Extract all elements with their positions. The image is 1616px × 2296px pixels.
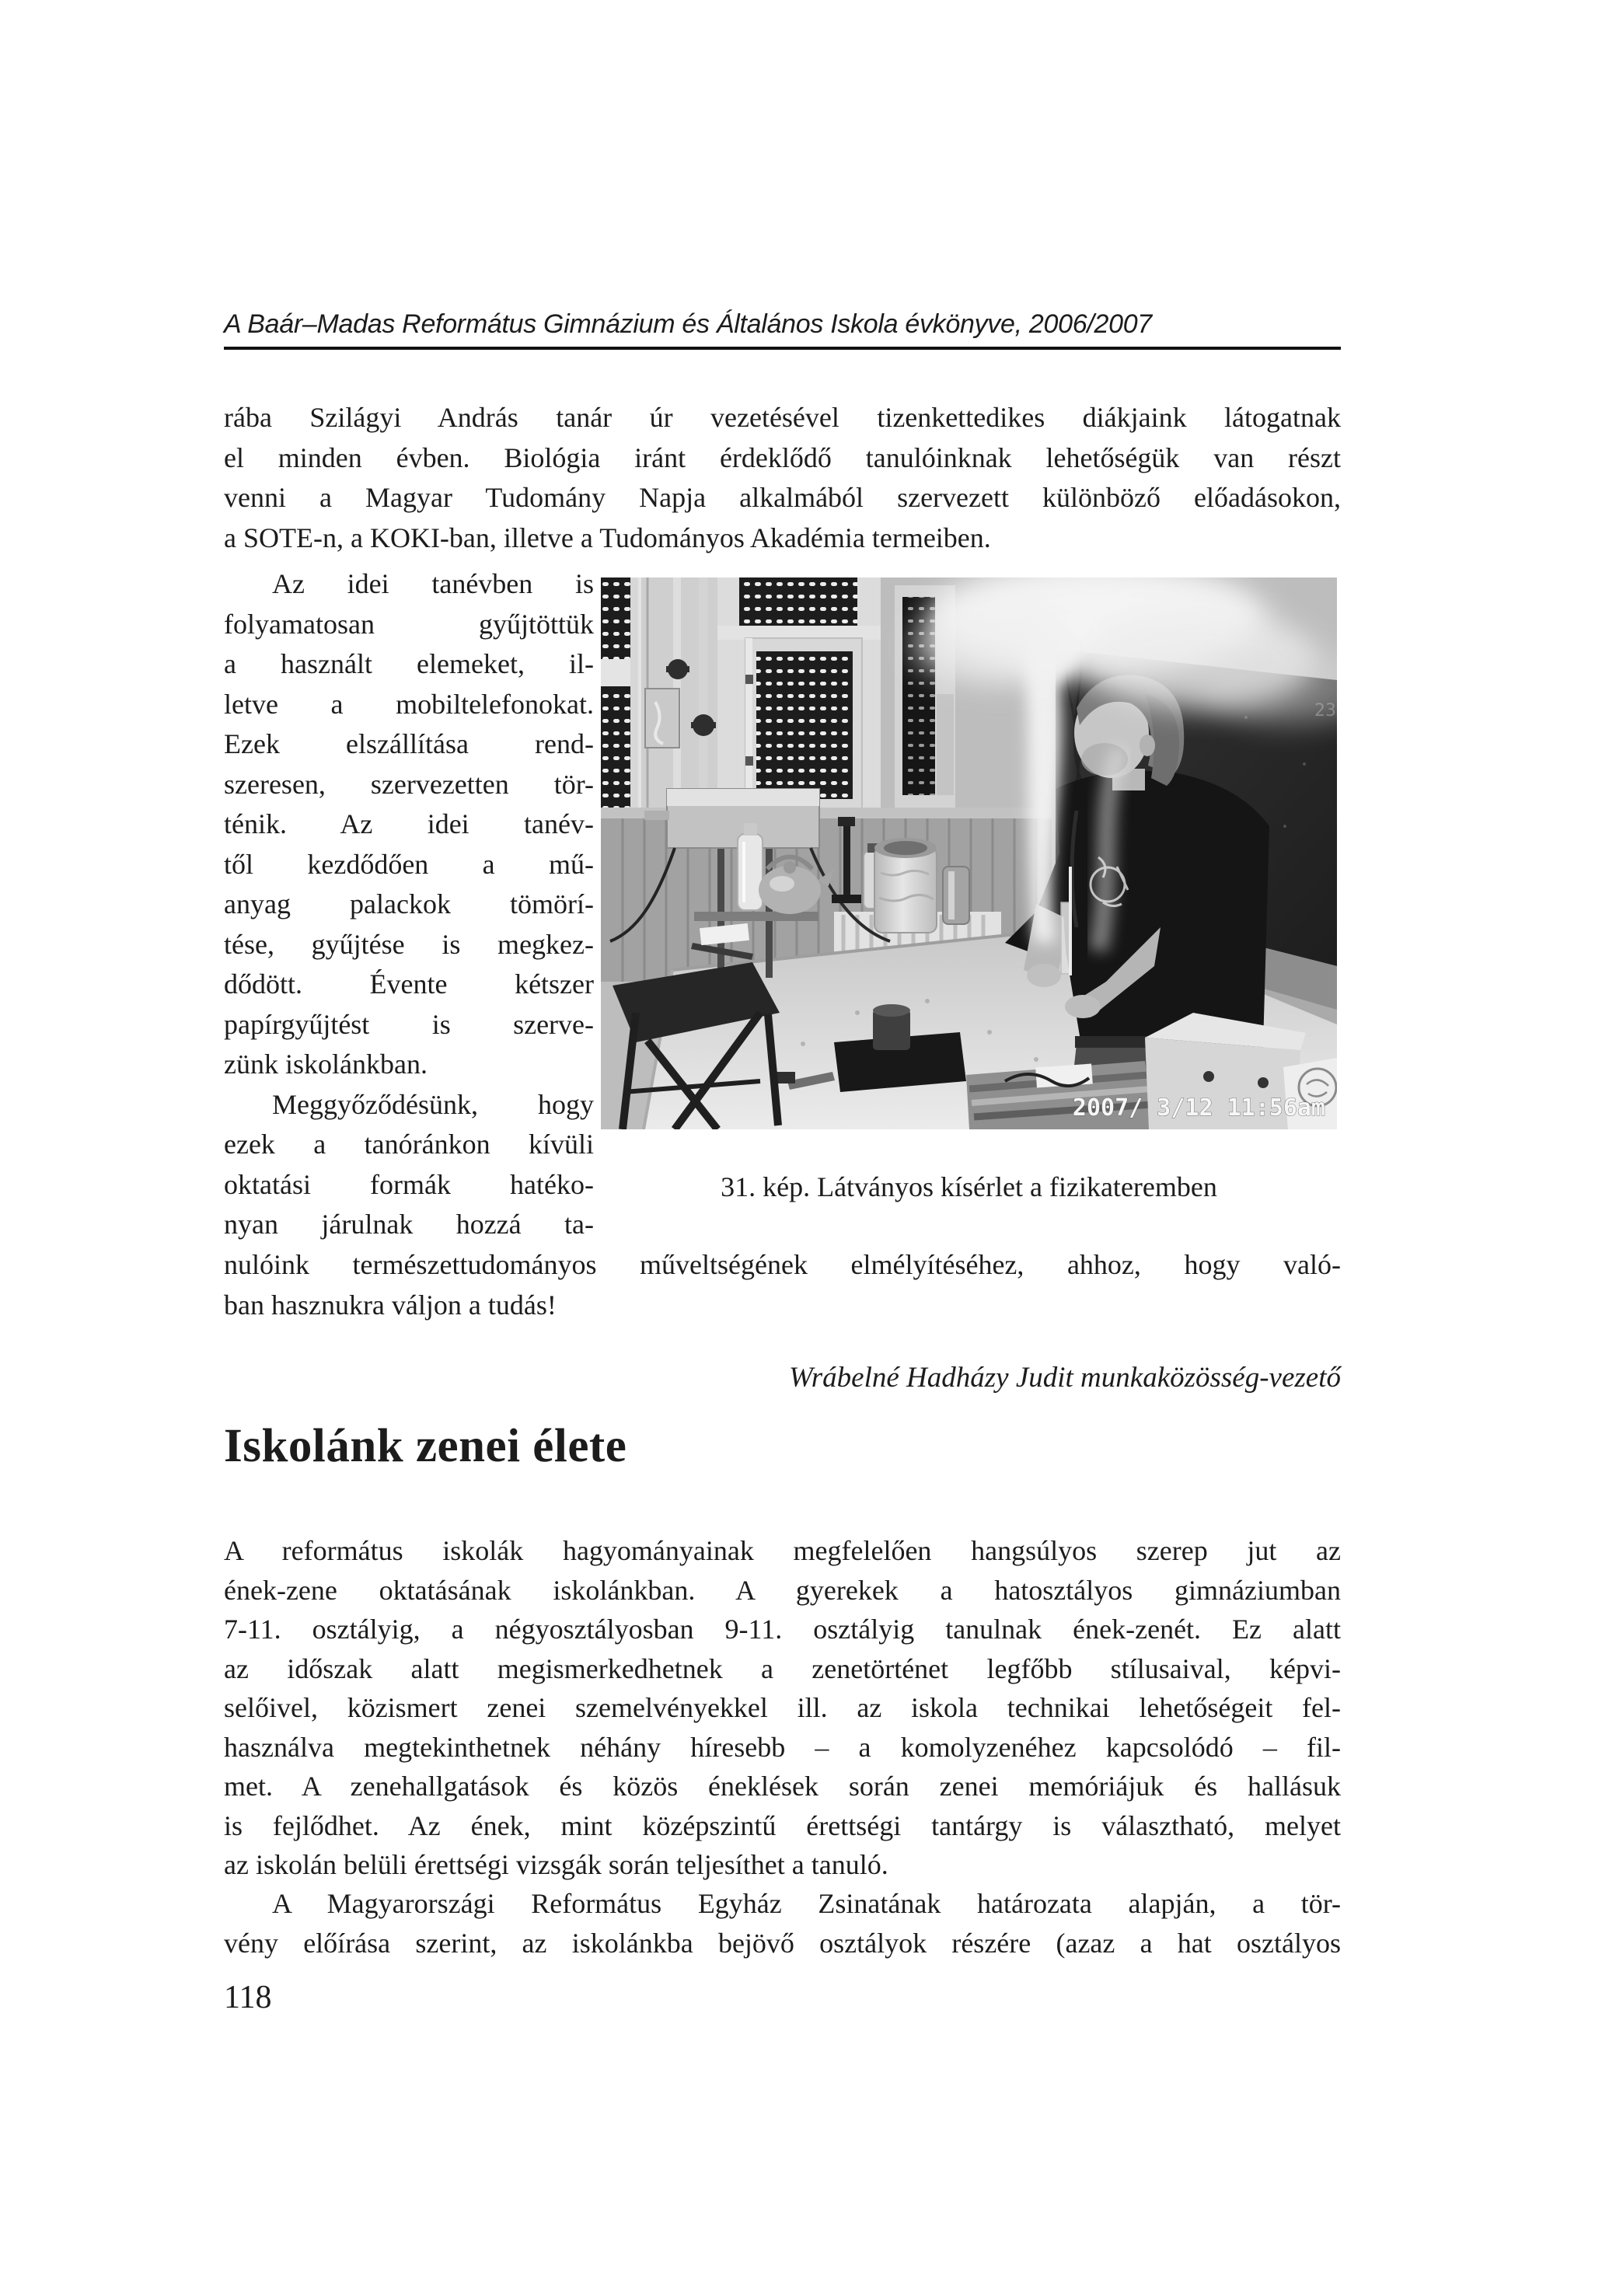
header-rule: [224, 347, 1341, 350]
plastic-bottle: [738, 834, 763, 910]
silver-canister: [943, 867, 969, 924]
section-paragraph-music: A református iskolák hagyományainak megfelelően hangsúlyos szerep jut az ének-zene oktatásának iskolánkban. A gyerekek a hatosztályos gimnáziumban 7-11. osztályig, a négyosztályosban 9-11. osztályig tanulnak ének-zenét. Ez alatt az időszak alatt megismerkedhetnek a zenetörténet legfőbb stílusaival, képvi- selőivel, közismert zenei szemelvényekkel ill. az iskola technikai lehetőségeit fel- használva megtekinthetnek néhány híresebb – a komolyzenéhez kapcsolódó – fil- met. A zenehallgatások és közös éneklések során zenei memóriájuk és hallásuk is fejlődhet. Az ének, mint középszintű érettségi tantárgy is választható, melyet az iskolán belüli érettségi vizsgák során teljesíthet a tanuló.: [224, 1535, 1341, 1880]
paragraph-continuation: rába Szilágyi András tanár úr vezetésével tizenkettedikes diákjaink látogatnak el minden évben. Biológia iránt érdeklődő tanulóinknak lehetőségük van részt venni a Magyar Tudomány Napja alkalmából szervezett különböző előadásokon, a SOTE-n, a KOKI-ban, illetve a Tudományos Akadémia termeiben.: [224, 402, 1341, 553]
metal-plate: [645, 689, 679, 748]
column-paragraph-conviction: Meggyőződésünk, hogy ezek a tanóránkon kívüli oktatási formák hatéko- nyan járulnak hozzá ta-: [224, 1088, 594, 1240]
left-text-column: [224, 564, 594, 1245]
paragraph-after-figure: nulóink természettudományos műveltségének elmélyítéséhez, ahhoz, hogy való- ban hasznukra váljon a tudás!: [224, 1249, 1341, 1321]
photo-timestamp: 2007/ 3/12 11:56am: [1072, 1094, 1325, 1122]
page-number: 118: [224, 1980, 272, 2015]
white-cylinder: [874, 838, 937, 933]
chalk-mark: 23: [1314, 701, 1336, 721]
author-attribution: Wrábelné Hadházy Judit munkaközösség-vezető: [788, 1362, 1341, 1394]
section-paragraph-synod: A Magyarországi Református Egyház Zsinatának határozata alapján, a tör- vény előírása szerint, az iskolánkba bejövő osztályok részére (azaz a hat osztályos: [224, 1888, 1341, 1959]
section-heading: Iskolánk zenei élete: [224, 1420, 627, 1472]
figure-caption: 31. kép. Látványos kísérlet a fizikateremben: [721, 1171, 1217, 1202]
test-tube: [1061, 902, 1070, 974]
running-header: A Baár–Madas Református Gimnázium és Általános Iskola évkönyve, 2006/2007: [224, 309, 1152, 339]
classroom-photo: [601, 577, 1337, 1129]
column-paragraph-collecting: Az idei tanévben is folyamatosan gyűjtöttük a használt elemeket, il- letve a mobiltelefonokat. Ezek elszállítása rend- szeresen, szervezetten tör- ténik. Az idei tanév- től kezdődően a mű- anyag palackok tömörí- tése, gyűjtése is megkez- dődött. Évente kétszer papírgyűjtést is szerve- zünk iskolánkban.: [224, 568, 594, 1080]
